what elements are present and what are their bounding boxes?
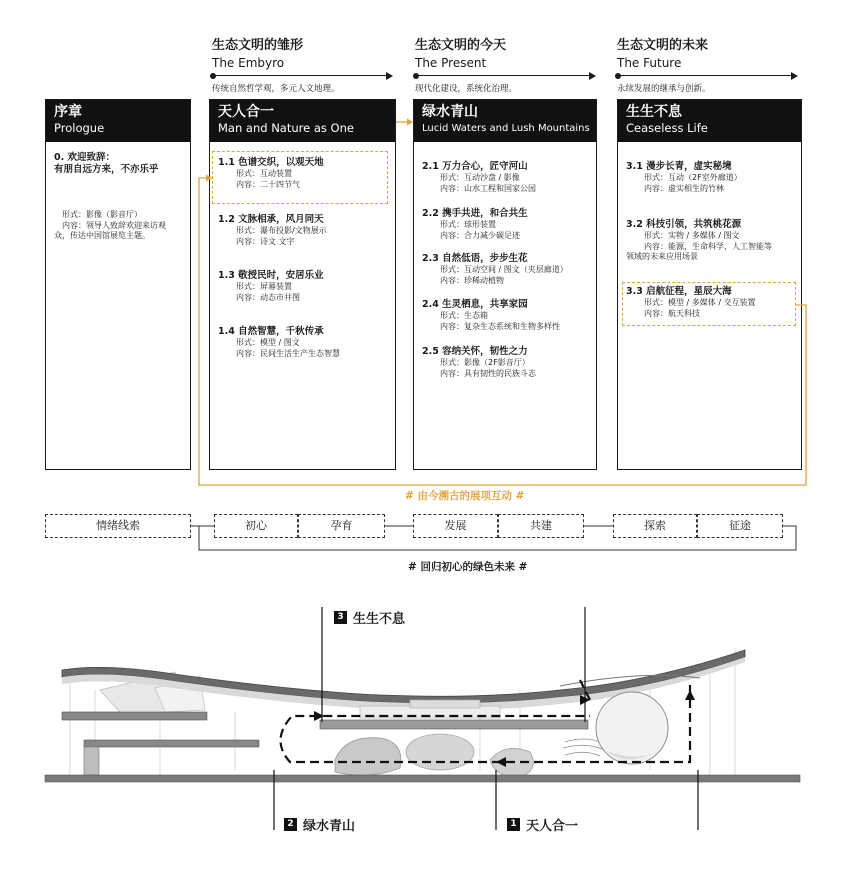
item-line: 领域的未来应用场景: [626, 252, 698, 261]
left-upper-floor: [62, 712, 207, 720]
flow-stage-3: 发展: [413, 514, 498, 538]
item-line: 形式：模型 / 多媒体 / 交互装置: [644, 298, 756, 307]
zone-number: 3: [334, 611, 347, 624]
item-line: 形式：影像（2F影音厅）: [440, 358, 530, 367]
zone-number: 2: [284, 818, 297, 831]
ramp-curves: [563, 739, 602, 756]
era-subtitle: The Embyro: [212, 56, 285, 70]
left-block-wall: [84, 747, 99, 775]
era-title: 生态文明的雏形: [212, 38, 304, 53]
item-title: 0. 欢迎致辞：: [54, 152, 116, 163]
item-title: 1.1 色谱交织，以观天地: [218, 157, 324, 168]
section-title: 天人合一: [218, 104, 274, 120]
item-line: 形式：互动空间 / 图文（夹层廊道）: [440, 265, 568, 274]
item-line: 形式：生态箱: [440, 311, 488, 320]
item-line: 形式：球形装置: [440, 220, 496, 229]
item-title: 2.2 携手共进，和合共生: [422, 208, 528, 219]
zone-label-2: [284, 815, 355, 834]
item-line: 内容：航天科技: [644, 308, 700, 318]
flow-stage-5: 探索: [613, 514, 697, 538]
item-title: 2.4 生灵栖息，共享家园: [422, 299, 528, 310]
section-subtitle: Ceaseless Life: [626, 121, 708, 135]
item-title: 2.1 万力合心，匠守河山: [422, 161, 528, 172]
flow-stage-4: 共建: [498, 514, 584, 538]
item-title: 3.2 科技引领，共筑桃花源: [626, 219, 742, 230]
item-line: 内容：珍稀动植物: [440, 275, 504, 285]
era-title: 生态文明的今天: [415, 38, 507, 53]
item-title: 1.4 自然智慧，千秋传承: [218, 326, 324, 337]
zone-name: 生生不息: [353, 612, 406, 627]
ground-slab: [45, 775, 800, 782]
flow-stage-1: 初心: [214, 514, 298, 538]
sphere-installation: [596, 692, 668, 764]
section-title: 序章: [54, 104, 82, 120]
item-line: 内容：具有韧性的民族斗志: [440, 368, 536, 378]
item-line: 内容：山水工程和国家公园: [440, 183, 536, 193]
section-title: 绿水青山: [422, 104, 478, 120]
return-label: # 回归初心的绿色未来 #: [408, 561, 528, 573]
era-title: 生态文明的未来: [617, 38, 709, 53]
zone-number: 1: [507, 818, 520, 831]
era-subtitle: The Present: [415, 56, 487, 70]
mezzanine-slab: [320, 720, 588, 729]
item-line: 众，传达中国馆展览主题。: [54, 231, 150, 240]
item-title: 3.3 启航征程，星辰大海: [626, 286, 732, 297]
item-title: 1.3 敬授民时，安居乐业: [218, 270, 324, 281]
left-mid-floor: [84, 740, 259, 747]
zone-label-3: [334, 608, 405, 627]
section-subtitle: Man and Nature as One: [218, 121, 354, 135]
flow-stage-6: 征途: [697, 514, 783, 538]
section-title: 生生不息: [626, 104, 682, 120]
item-line: 内容：复杂生态系统和生物多样性: [440, 321, 560, 331]
era-description: 现代化建设，系统化治理。: [415, 84, 518, 94]
item-line: 形式：实物 / 多媒体 / 图文: [644, 231, 740, 240]
item-line: 形式：模型 / 图文: [236, 338, 300, 347]
item-title: 2.3 自然低语，步步生花: [422, 253, 528, 264]
installation-blob: [406, 734, 474, 770]
item-line: 形式：屏幕装置: [236, 282, 292, 291]
item-line: 内容：诗文 文字: [236, 236, 295, 246]
item-line: 内容：领导人致辞欢迎来访观: [62, 220, 166, 230]
item-line: 内容：合力减少碳足迹: [440, 230, 520, 240]
item-line: 形式：瀑布投影/文物展示: [236, 226, 327, 235]
flow-stage-2: 孕育: [298, 514, 385, 538]
item-title: 3.1 漫步长青，虚实秘境: [626, 161, 732, 172]
item-line: 内容：二十四节气: [236, 179, 300, 189]
item-line: 内容：动态市井图: [236, 292, 300, 302]
item-line: 形式：影像（影音厅）: [62, 210, 142, 219]
item-line: 内容：虚实相生的竹林: [644, 183, 724, 193]
era-description: 永续发展的继承与创新。: [617, 84, 711, 94]
installation-blob: [335, 738, 401, 776]
zone-name: 绿水青山: [303, 819, 356, 834]
zone-name: 天人合一: [526, 819, 579, 834]
section-subtitle: Prologue: [54, 121, 105, 135]
item-line: 形式：互动（2F室外廊道）: [644, 173, 742, 182]
item-title: 2.5 容纳关怀，韧性之力: [422, 346, 528, 357]
era-subtitle: The Future: [617, 56, 682, 70]
section-subtitle: Lucid Waters and Lush Mountains: [422, 123, 590, 134]
flow-emotion-label: 情绪线索: [45, 514, 191, 538]
item-line: 形式：互动沙盘 / 影像: [440, 173, 520, 182]
era-description: 传统自然哲学观，多元人文地理。: [212, 84, 340, 94]
interaction-label: # 由今溯古的展项互动 #: [405, 490, 525, 502]
item-line: 内容：民间生活生产生态智慧: [236, 348, 340, 358]
zone-label-1: [507, 815, 578, 834]
item-line: 形式：互动装置: [236, 169, 292, 178]
item-title: 1.2 文脉相承，风月同天: [218, 214, 324, 225]
item-line: 内容：能源，生命科学，人工智能等: [644, 241, 772, 251]
mezzanine-box: [410, 700, 480, 708]
item-line: 有朋自远方来，不亦乐乎: [54, 164, 159, 175]
